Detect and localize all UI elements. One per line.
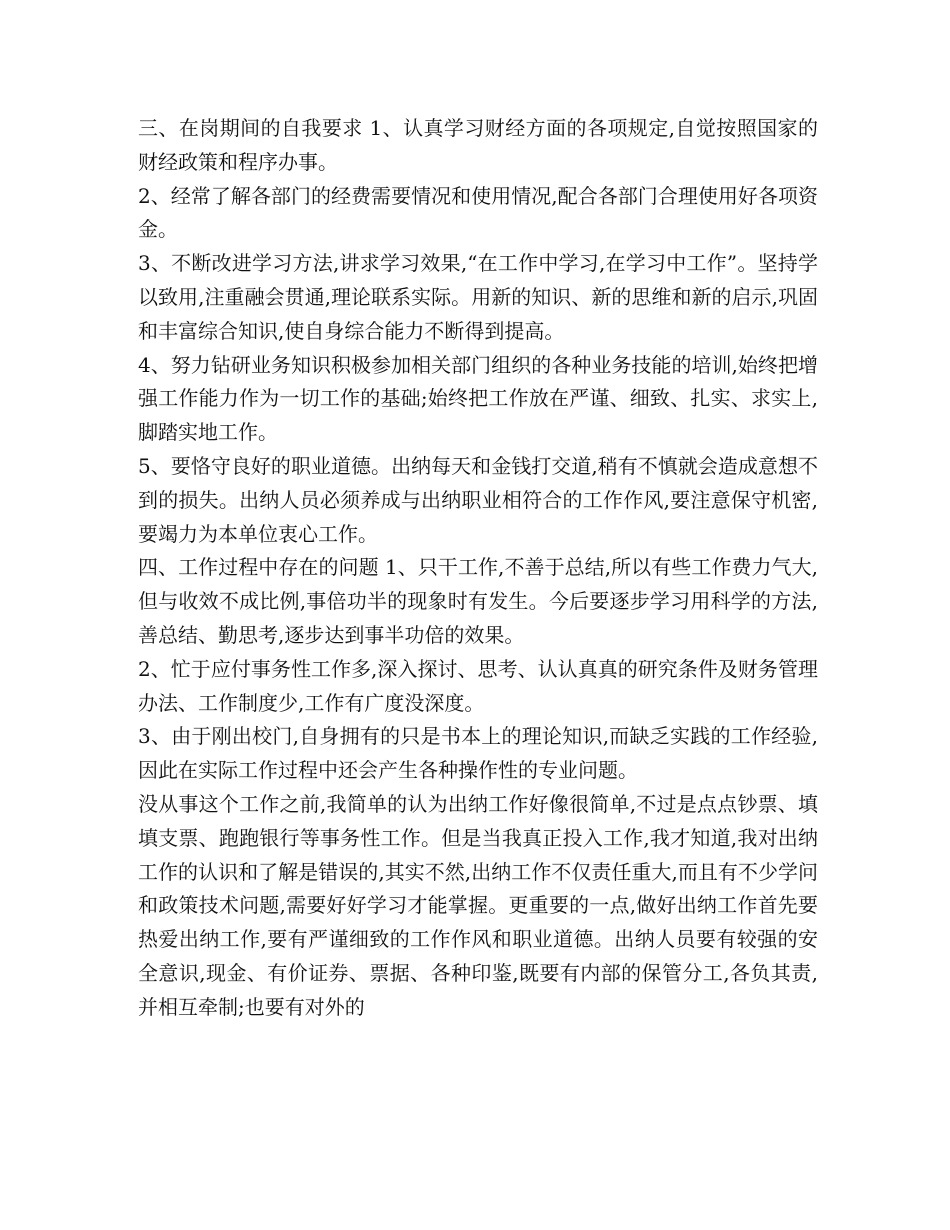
paragraph-item-3-learning: 3、不断改进学习方法,讲求学习效果,“在工作中学习,在学习中工作”。坚持学以致用,注重融会贯通,理论联系实际。用新的知识、新的思维和新的启示,巩固和丰富综合知识,使自身综合能力不断得到提高。: [138, 251, 818, 343]
document-body: [138, 112, 818, 1025]
paragraph-self-requirements: 三、在岗期间的自我要求 1、认真学习财经方面的各项规定,自觉按照国家的财经政策和程序办事。: [138, 116, 818, 174]
paragraph-problem-3: 3、由于刚出校门,自身拥有的只是书本上的理论知识,而缺乏实践的工作经验,因此在实际工作过程中还会产生各种操作性的专业问题。: [138, 724, 818, 783]
paragraph-item-4-skills: 4、努力钻研业务知识积极参加相关部门组织的各种业务技能的培训,始终把增强工作能力作为一切工作的基础;始终把工作放在严谨、细致、扎实、求实上,脚踏实地工作。: [138, 352, 818, 445]
paragraph-item-5-ethics: 5、要恪守良好的职业道德。出纳每天和金钱打交道,稍有不慎就会造成意想不到的损失。出纳人员必须养成与出纳职业相符合的工作作风,要注意保守机密,要竭力为本单位衷心工作。: [138, 453, 818, 546]
paragraph-problem-2: 2、忙于应付事务性工作多,深入探讨、思考、认认真真的研究条件及财务管理办法、工作制度少,工作有广度没深度。: [138, 656, 818, 715]
paragraph-problems-heading: 四、工作过程中存在的问题 1、只干工作,不善于总结,所以有些工作费力气大,但与收效不成比例,事倍功半的现象时有发生。今后要逐步学习用科学的方法,善总结、勤思考,逐步达到事半功倍的效果。: [138, 555, 818, 647]
paragraph-reflection: 没从事这个工作之前,我简单的认为出纳工作好像很简单,不过是点点钞票、填填支票、跑跑银行等事务性工作。但是当我真正投入工作,我才知道,我对出纳工作的认识和了解是错误的,其实不然,出纳工作不仅责任重大,而且有不少学问和政策技术问题,需要好好学习才能掌握。更重要的一点,做好出纳工作首先要热爱出纳工作,要有严谨细致的工作作风和职业道德。出纳人员要有较强的安全意识,现金、有价证券、票据、各种印鉴,既要有内部的保管分工,各负其责,并相互牵制;也要有对外的: [138, 791, 818, 1019]
paragraph-item-2-funding: 2、经常了解各部门的经费需要情况和使用情况,配合各部门合理使用好各项资金。: [138, 183, 818, 242]
